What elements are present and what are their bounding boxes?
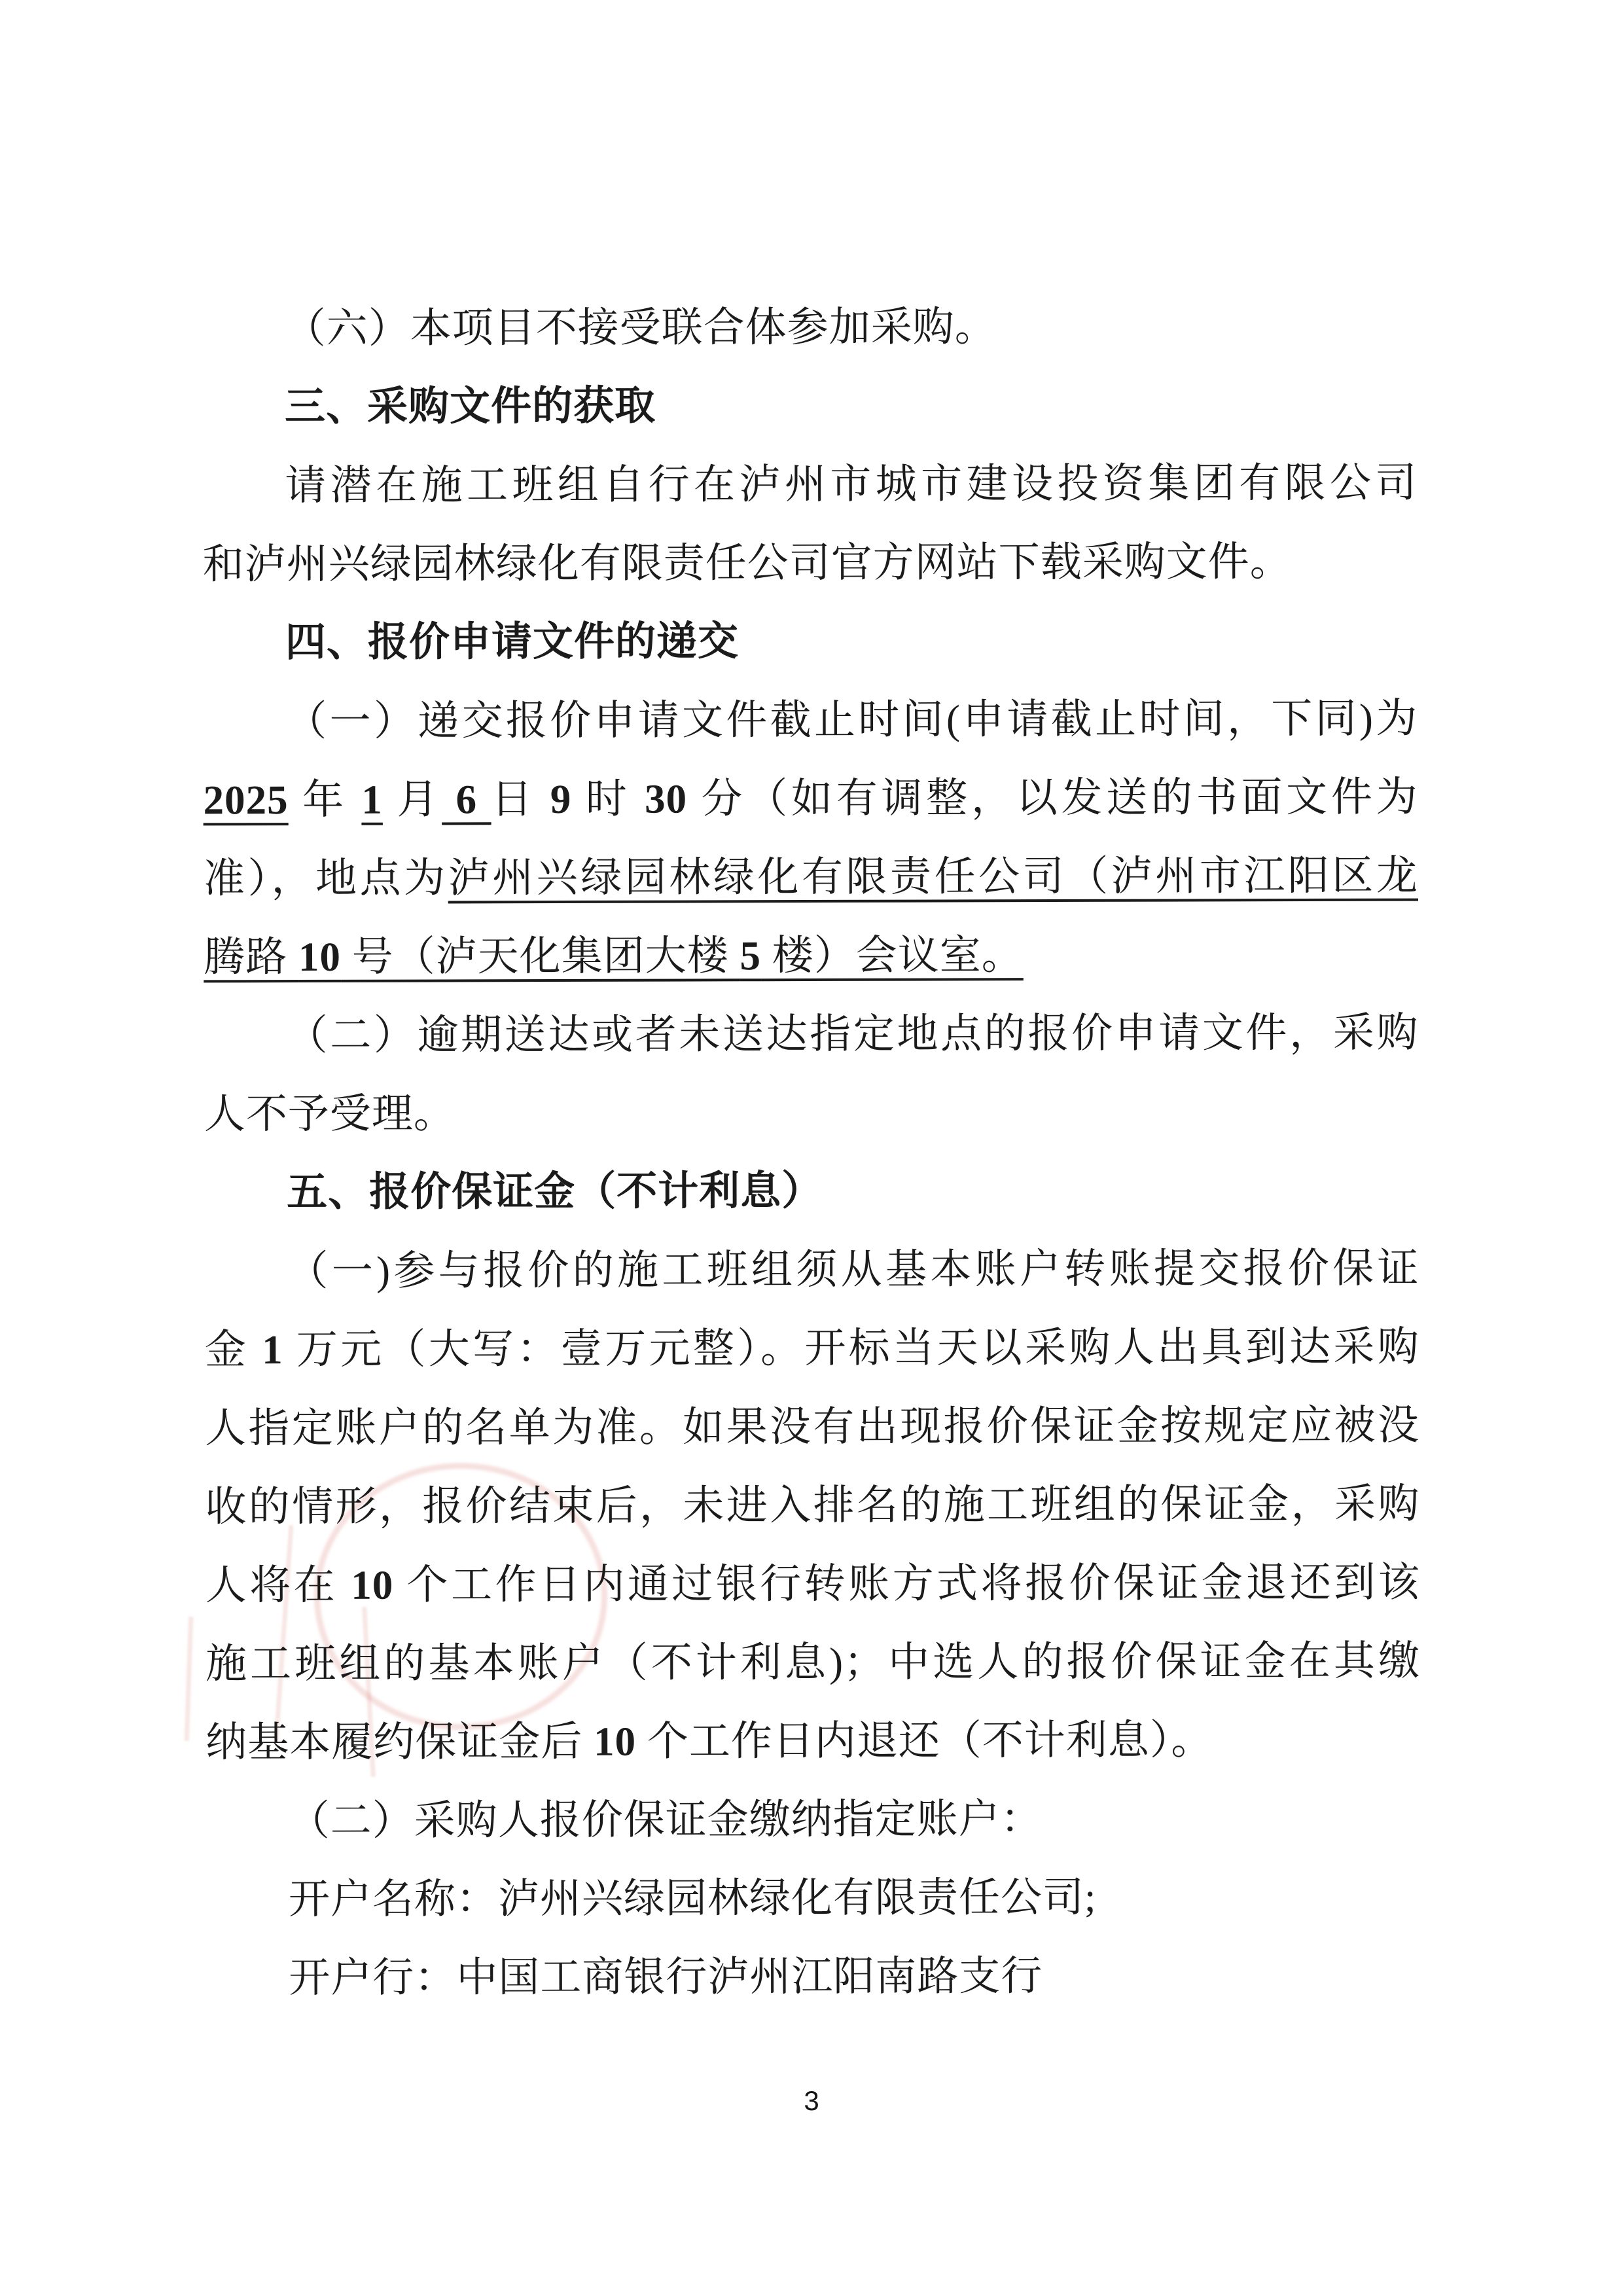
paragraph-line	[206, 1779, 1421, 1861]
text-run: （六）本项目不接受联合体参加采购。	[284, 304, 997, 352]
text-run: 年	[288, 776, 362, 823]
paragraph-line	[205, 1465, 1419, 1547]
paragraph-line	[204, 915, 1418, 997]
text-run: （二）逾期送达或者未送达指定地点的报价申请文件，采购	[286, 1009, 1419, 1059]
text-run: （一）递交报价申请文件截止时间(申请截止时间，下同)为	[285, 695, 1418, 745]
text-run: 月	[382, 776, 442, 823]
text-run: 30	[644, 776, 688, 822]
section-heading	[203, 601, 1418, 683]
text-run: 开户名称：泸州兴绿园林绿化有限责任公司;	[288, 1874, 1097, 1923]
text-run: （二）采购人报价保证金缴纳指定账户：	[288, 1796, 1043, 1844]
text-run: 10	[298, 933, 342, 980]
text-run: 号（泸天化集团大楼	[340, 933, 740, 980]
text-run: 和泸州兴绿园林绿化有限责任公司官方网站下载采购文件。	[202, 539, 1292, 588]
text-run: 三、采购文件的获取	[284, 383, 656, 430]
paragraph-line	[205, 1622, 1420, 1704]
text-run: 收的情形，报价结束后，未进入排名的施工班组的保证金，采购	[205, 1480, 1420, 1530]
text-run: 金	[204, 1327, 262, 1373]
text-run: 人将在	[205, 1562, 351, 1609]
paragraph-line	[205, 1543, 1420, 1625]
text-run: 楼）会议室。	[760, 932, 1024, 979]
text-run: 四、报价申请文件的递交	[285, 619, 740, 666]
text-run: 时	[571, 776, 645, 822]
paragraph-line	[204, 994, 1418, 1075]
text-run: 纳基本履约保证金后	[205, 1718, 594, 1766]
paragraph-line	[206, 1936, 1421, 2018]
text-run: 泸州兴绿园林绿化有限责任公司（泸州市江阳区龙	[448, 852, 1419, 901]
text-run: 五、报价保证金（不计利息）	[287, 1168, 823, 1215]
text-run: 人不予受理。	[204, 1090, 455, 1138]
text-run: 5	[740, 933, 762, 979]
text-run: 开户行：中国工商银行泸州江阳南路支行	[289, 1953, 1043, 2001]
text-run: 个工作日内退还（不计利息）。	[636, 1717, 1213, 1765]
paragraph-line	[205, 1308, 1419, 1390]
text-run: 6	[441, 776, 491, 823]
text-run: 个工作日内通过银行转账方式将报价保证金退还到该	[393, 1559, 1420, 1608]
text-run: 准），地点为	[203, 855, 448, 902]
text-run: 2025	[203, 777, 289, 823]
text-run: （一)参与报价的施工班组须从基本账户转账提交报价保证	[287, 1245, 1419, 1295]
red-seal-stamp-mark	[185, 1617, 194, 1741]
document-body	[202, 287, 1421, 2018]
paragraph-line	[204, 1229, 1419, 1311]
paragraph-line	[202, 287, 1417, 368]
section-heading	[202, 365, 1417, 447]
text-run: 10	[594, 1718, 637, 1765]
text-run: 人指定账户的名单为准。如果没有出现报价保证金按规定应被没	[205, 1402, 1420, 1452]
text-run: 分（如有调整，以发送的书面文件为	[687, 774, 1418, 822]
text-run: 1	[361, 776, 383, 823]
text-run: 日	[491, 776, 550, 823]
paragraph-line	[203, 758, 1418, 840]
text-run: 腾路	[204, 934, 299, 980]
paragraph-line	[204, 1072, 1419, 1154]
section-heading	[204, 1151, 1419, 1232]
text-run: 1	[262, 1327, 283, 1373]
paragraph-line	[205, 1700, 1420, 1782]
paragraph-line	[203, 679, 1418, 761]
paragraph-line	[204, 836, 1418, 918]
paragraph-line	[202, 444, 1417, 526]
text-run: 施工班组的基本账户（不计利息)；中选人的报价保证金在其缴	[205, 1638, 1421, 1687]
paragraph-line	[205, 1386, 1419, 1468]
text-run: 10	[351, 1562, 394, 1608]
paragraph-line	[202, 522, 1417, 604]
text-run: 请潜在施工班组自行在泸州市城市建设投资集团有限公司	[285, 459, 1418, 509]
text-run: 9	[550, 776, 572, 823]
text-run: 万元（大写：壹万元整）。开标当天以采购人出具到达采购	[283, 1323, 1419, 1373]
paragraph-line	[206, 1857, 1421, 1939]
page-number: 3	[804, 2085, 819, 2116]
